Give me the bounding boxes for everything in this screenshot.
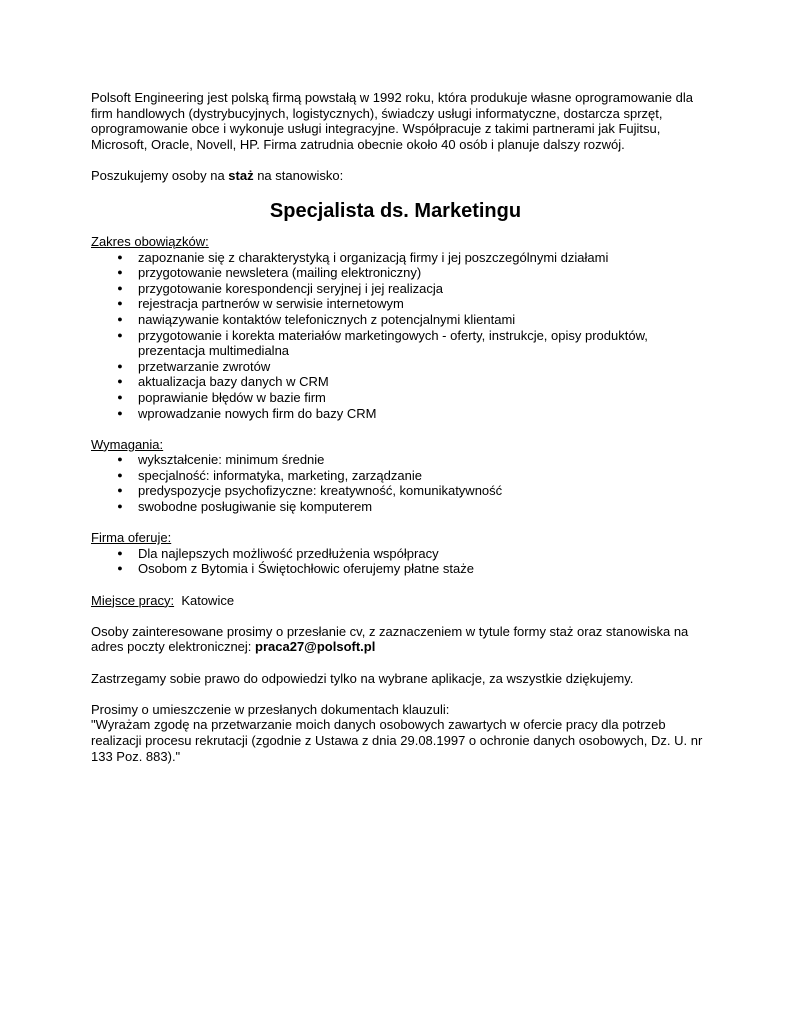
list-item bbox=[91, 452, 711, 468]
list-item bbox=[91, 265, 711, 281]
list-item bbox=[91, 468, 711, 484]
bullet-icon: ● bbox=[117, 469, 123, 480]
requirements-list bbox=[91, 452, 711, 514]
duty-text: zapoznanie się z charakterystyką i organizacją firmy i jej poszczególnymi działami bbox=[138, 249, 609, 265]
seek-after: na stanowisko: bbox=[253, 168, 344, 184]
duties-heading: Zakres obowiązków: bbox=[91, 233, 209, 249]
duty-text: przygotowanie korespondencji seryjnej i jej realizacja bbox=[138, 280, 443, 296]
seek-before: Poszukujemy osoby na bbox=[91, 168, 229, 184]
list-item bbox=[91, 561, 711, 577]
duties-list bbox=[91, 250, 711, 422]
workplace-label: Miejsce pracy: bbox=[91, 592, 175, 608]
list-item bbox=[91, 312, 711, 328]
list-item bbox=[91, 281, 711, 297]
clause-text: "Wyrażam zgodę na przetwarzanie moich danych osobowych zawartych w ofercie pracy dla potrzeb realizacji procesu rekrutacji (zgodnie z Ustawa z dnia 29.08.1997 o ochronie danych osobowych, Dz. U. nr 133 Poz. 883)." bbox=[91, 717, 703, 764]
requirement-text: predyspozycje psychofizyczne: kreatywność, komunikatywność bbox=[138, 483, 503, 499]
duty-text: przetwarzanie zwrotów bbox=[138, 358, 271, 374]
bullet-icon: ● bbox=[117, 485, 123, 496]
list-item bbox=[91, 406, 711, 422]
reserve-paragraph: Zastrzegamy sobie prawo do odpowiedzi tylko na wybrane aplikacje, za wszystkie dziękujemy. bbox=[91, 670, 634, 686]
requirement-text: swobodne posługiwanie się komputerem bbox=[138, 499, 373, 515]
seek-line bbox=[91, 168, 711, 184]
bullet-icon: ● bbox=[117, 282, 123, 293]
list-item bbox=[91, 483, 711, 499]
bullet-icon: ● bbox=[117, 376, 123, 387]
duty-text: przygotowanie newsletera (mailing elektroniczny) bbox=[138, 265, 422, 281]
requirement-text: wykształcenie: minimum średnie bbox=[138, 452, 325, 468]
bullet-icon: ● bbox=[117, 360, 123, 371]
offer-text: Dla najlepszych możliwość przedłużenia współpracy bbox=[138, 545, 439, 561]
requirement-text: specjalność: informatyka, marketing, zarządzanie bbox=[138, 467, 422, 483]
bullet-icon: ● bbox=[117, 329, 123, 340]
offer-text: Osobom z Bytomia i Świętochłowic oferujemy płatne staże bbox=[138, 561, 474, 577]
list-item bbox=[91, 499, 711, 515]
job-offer-document bbox=[91, 90, 711, 764]
requirements-heading: Wymagania: bbox=[91, 436, 164, 452]
offer-list bbox=[91, 546, 711, 577]
duty-text: poprawianie błędów w bazie firm bbox=[138, 389, 326, 405]
duty-text: rejestracja partnerów w serwisie internetowym bbox=[138, 296, 404, 312]
duty-text: aktualizacja bazy danych w CRM bbox=[138, 374, 329, 390]
bullet-icon: ● bbox=[117, 251, 123, 262]
duty-text: nawiązywanie kontaktów telefonicznych z potencjalnymi klientami bbox=[138, 311, 516, 327]
list-item bbox=[91, 250, 711, 266]
list-item bbox=[91, 359, 711, 375]
list-item bbox=[91, 546, 711, 562]
bullet-icon: ● bbox=[117, 454, 123, 465]
email-address: praca27@polsoft.pl bbox=[255, 639, 376, 655]
position-title: Specjalista ds. Marketingu bbox=[269, 199, 522, 222]
bullet-icon: ● bbox=[117, 563, 123, 574]
seek-bold: staż bbox=[228, 168, 254, 184]
apply-text: Osoby zainteresowane prosimy o przesłanie cv, z zaznaczeniem w tytule formy staż oraz stanowiska na adres poczty elektronicznej: bbox=[91, 623, 689, 655]
workplace-line bbox=[91, 593, 711, 609]
workplace-value: Katowice bbox=[181, 592, 235, 608]
bullet-icon: ● bbox=[117, 298, 123, 309]
clause-intro: Prosimy o umieszczenie w przesłanych dokumentach klauzuli: bbox=[91, 701, 450, 717]
duty-text: wprowadzanie nowych firm do bazy CRM bbox=[138, 405, 377, 421]
bullet-icon: ● bbox=[117, 407, 123, 418]
list-item bbox=[91, 374, 711, 390]
company-intro: Polsoft Engineering jest polską firmą powstałą w 1992 roku, która produkuje własne oprogramowanie dla firm handlowych (dystrybucyjnych, logistycznych), świadczy usługi informatyczne, dostarcza sprzęt, oprogramowanie obce i wykonuje usługi integracyjne. Współpracuje z takimi partnerami jak Fujitsu, Microsoft, Oracle, Novell, HP. Firma zatrudnia obecnie około 40 osób i planuje dalszy rozwój. bbox=[91, 90, 693, 152]
list-item bbox=[91, 296, 711, 312]
bullet-icon: ● bbox=[117, 267, 123, 278]
bullet-icon: ● bbox=[117, 391, 123, 402]
list-item bbox=[91, 390, 711, 406]
duty-text: przygotowanie i korekta materiałów marketingowych - oferty, instrukcje, opisy produktów, prezentacja multimedialna bbox=[138, 327, 648, 359]
bullet-icon: ● bbox=[117, 501, 123, 512]
list-item bbox=[91, 328, 711, 359]
bullet-icon: ● bbox=[117, 547, 123, 558]
bullet-icon: ● bbox=[117, 313, 123, 324]
offer-heading: Firma oferuje: bbox=[91, 530, 172, 546]
apply-paragraph bbox=[91, 624, 711, 655]
